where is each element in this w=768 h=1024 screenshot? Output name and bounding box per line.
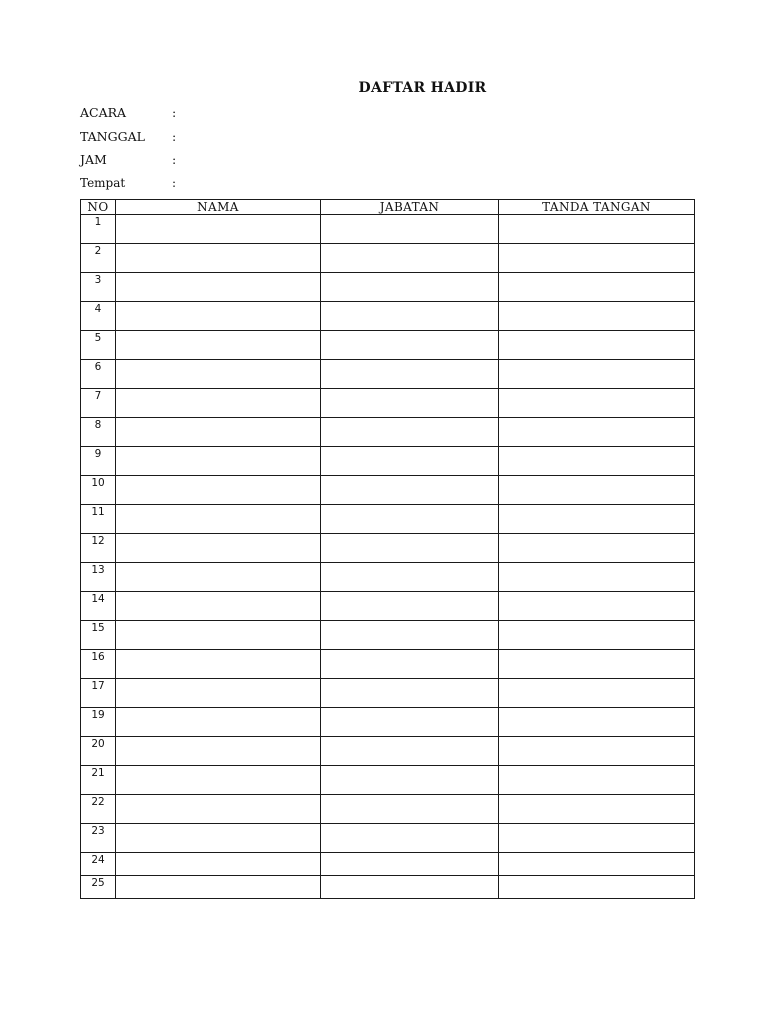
cell-nama[interactable]	[116, 273, 321, 302]
header-no: NO	[81, 200, 116, 215]
cell-tanda-tangan[interactable]	[499, 708, 695, 737]
cell-nama[interactable]	[116, 795, 321, 824]
cell-jabatan[interactable]	[321, 389, 499, 418]
cell-tanda-tangan[interactable]	[499, 244, 695, 273]
cell-no: 8	[81, 418, 116, 447]
table-row	[81, 273, 695, 302]
cell-tanda-tangan[interactable]	[499, 215, 695, 244]
cell-no: 21	[81, 766, 116, 795]
cell-tanda-tangan[interactable]	[499, 563, 695, 592]
cell-no: 10	[81, 476, 116, 505]
cell-no: 23	[81, 824, 116, 853]
cell-jabatan[interactable]	[321, 447, 499, 476]
cell-no: 22	[81, 795, 116, 824]
table-row	[81, 389, 695, 418]
cell-jabatan[interactable]	[321, 215, 499, 244]
header-tanda-tangan: TANDA TANGAN	[499, 200, 695, 215]
cell-no: 1	[81, 215, 116, 244]
field-acara	[80, 105, 176, 121]
table-row	[81, 737, 695, 766]
header-jabatan: JABATAN	[321, 200, 499, 215]
cell-nama[interactable]	[116, 853, 321, 876]
document-title: DAFTAR HADIR	[358, 80, 487, 96]
cell-no: 5	[81, 331, 116, 360]
table-row	[81, 679, 695, 708]
cell-no: 11	[81, 505, 116, 534]
field-colon: :	[172, 129, 177, 144]
table-row	[81, 795, 695, 824]
cell-jabatan[interactable]	[321, 708, 499, 737]
cell-tanda-tangan[interactable]	[499, 389, 695, 418]
table-row	[81, 853, 695, 876]
cell-nama[interactable]	[116, 418, 321, 447]
table-row	[81, 766, 695, 795]
table-row	[81, 215, 695, 244]
cell-no: 14	[81, 592, 116, 621]
table-row	[81, 876, 695, 899]
cell-jabatan[interactable]	[321, 534, 499, 563]
table-body	[81, 215, 695, 899]
header-nama: NAMA	[116, 200, 321, 215]
cell-jabatan[interactable]	[321, 302, 499, 331]
table-row	[81, 650, 695, 679]
field-colon: :	[172, 105, 177, 120]
cell-tanda-tangan[interactable]	[499, 876, 695, 899]
field-label: Tempat	[80, 176, 126, 190]
cell-tanda-tangan[interactable]	[499, 418, 695, 447]
cell-tanda-tangan[interactable]	[499, 766, 695, 795]
table-row	[81, 708, 695, 737]
cell-jabatan[interactable]	[321, 505, 499, 534]
cell-jabatan[interactable]	[321, 853, 499, 876]
cell-jabatan[interactable]	[321, 876, 499, 899]
cell-tanda-tangan[interactable]	[499, 360, 695, 389]
cell-nama[interactable]	[116, 766, 321, 795]
cell-tanda-tangan[interactable]	[499, 650, 695, 679]
cell-jabatan[interactable]	[321, 824, 499, 853]
cell-nama[interactable]	[116, 244, 321, 273]
cell-nama[interactable]	[116, 708, 321, 737]
cell-nama[interactable]	[116, 737, 321, 766]
cell-no: 16	[81, 650, 116, 679]
cell-tanda-tangan[interactable]	[499, 302, 695, 331]
cell-no: 2	[81, 244, 116, 273]
table-header-row	[81, 200, 695, 215]
cell-tanda-tangan[interactable]	[499, 476, 695, 505]
cell-no: 13	[81, 563, 116, 592]
table-row	[81, 534, 695, 563]
cell-no: 6	[81, 360, 116, 389]
cell-jabatan[interactable]	[321, 244, 499, 273]
cell-jabatan[interactable]	[321, 476, 499, 505]
cell-no: 19	[81, 708, 116, 737]
table-row	[81, 621, 695, 650]
table-row	[81, 563, 695, 592]
cell-no: 3	[81, 273, 116, 302]
field-label: JAM	[80, 152, 107, 167]
cell-nama[interactable]	[116, 824, 321, 853]
attendance-table	[80, 199, 695, 899]
cell-nama[interactable]	[116, 592, 321, 621]
cell-nama[interactable]	[116, 215, 321, 244]
cell-nama[interactable]	[116, 476, 321, 505]
cell-tanda-tangan[interactable]	[499, 824, 695, 853]
cell-jabatan[interactable]	[321, 273, 499, 302]
cell-jabatan[interactable]	[321, 766, 499, 795]
field-label: TANGGAL	[80, 129, 145, 144]
cell-nama[interactable]	[116, 650, 321, 679]
cell-jabatan[interactable]	[321, 592, 499, 621]
cell-tanda-tangan[interactable]	[499, 592, 695, 621]
cell-tanda-tangan[interactable]	[499, 679, 695, 708]
table-row	[81, 244, 695, 273]
cell-jabatan[interactable]	[321, 795, 499, 824]
cell-no: 12	[81, 534, 116, 563]
cell-jabatan[interactable]	[321, 360, 499, 389]
table-row	[81, 302, 695, 331]
cell-nama[interactable]	[116, 360, 321, 389]
cell-nama[interactable]	[116, 505, 321, 534]
table-row	[81, 592, 695, 621]
cell-jabatan[interactable]	[321, 650, 499, 679]
table-row	[81, 447, 695, 476]
cell-tanda-tangan[interactable]	[499, 447, 695, 476]
cell-nama[interactable]	[116, 621, 321, 650]
cell-no: 25	[81, 876, 116, 899]
cell-no: 15	[81, 621, 116, 650]
cell-tanda-tangan[interactable]	[499, 853, 695, 876]
field-label: ACARA	[80, 105, 127, 120]
cell-jabatan[interactable]	[321, 737, 499, 766]
cell-tanda-tangan[interactable]	[499, 534, 695, 563]
cell-nama[interactable]	[116, 534, 321, 563]
field-colon: :	[172, 176, 177, 190]
cell-jabatan[interactable]	[321, 621, 499, 650]
table-row	[81, 418, 695, 447]
cell-jabatan[interactable]	[321, 331, 499, 360]
cell-no: 7	[81, 389, 116, 418]
cell-no: 24	[81, 853, 116, 876]
cell-jabatan[interactable]	[321, 679, 499, 708]
cell-jabatan[interactable]	[321, 418, 499, 447]
cell-tanda-tangan[interactable]	[499, 331, 695, 360]
cell-jabatan[interactable]	[321, 563, 499, 592]
cell-no: 20	[81, 737, 116, 766]
cell-nama[interactable]	[116, 563, 321, 592]
table-row	[81, 505, 695, 534]
cell-tanda-tangan[interactable]	[499, 795, 695, 824]
table-row	[81, 331, 695, 360]
cell-tanda-tangan[interactable]	[499, 621, 695, 650]
cell-nama[interactable]	[116, 302, 321, 331]
cell-no: 17	[81, 679, 116, 708]
table-row	[81, 360, 695, 389]
cell-no: 9	[81, 447, 116, 476]
field-tanggal	[80, 129, 176, 145]
cell-nama[interactable]	[116, 876, 321, 899]
table-row	[81, 476, 695, 505]
field-tempat	[80, 175, 176, 191]
cell-tanda-tangan[interactable]	[499, 273, 695, 302]
cell-nama[interactable]	[116, 679, 321, 708]
table-row	[81, 824, 695, 853]
cell-tanda-tangan[interactable]	[499, 737, 695, 766]
cell-nama[interactable]	[116, 389, 321, 418]
field-jam	[80, 152, 176, 168]
cell-nama[interactable]	[116, 447, 321, 476]
cell-tanda-tangan[interactable]	[499, 505, 695, 534]
cell-no: 4	[81, 302, 116, 331]
cell-nama[interactable]	[116, 331, 321, 360]
field-colon: :	[172, 152, 177, 167]
